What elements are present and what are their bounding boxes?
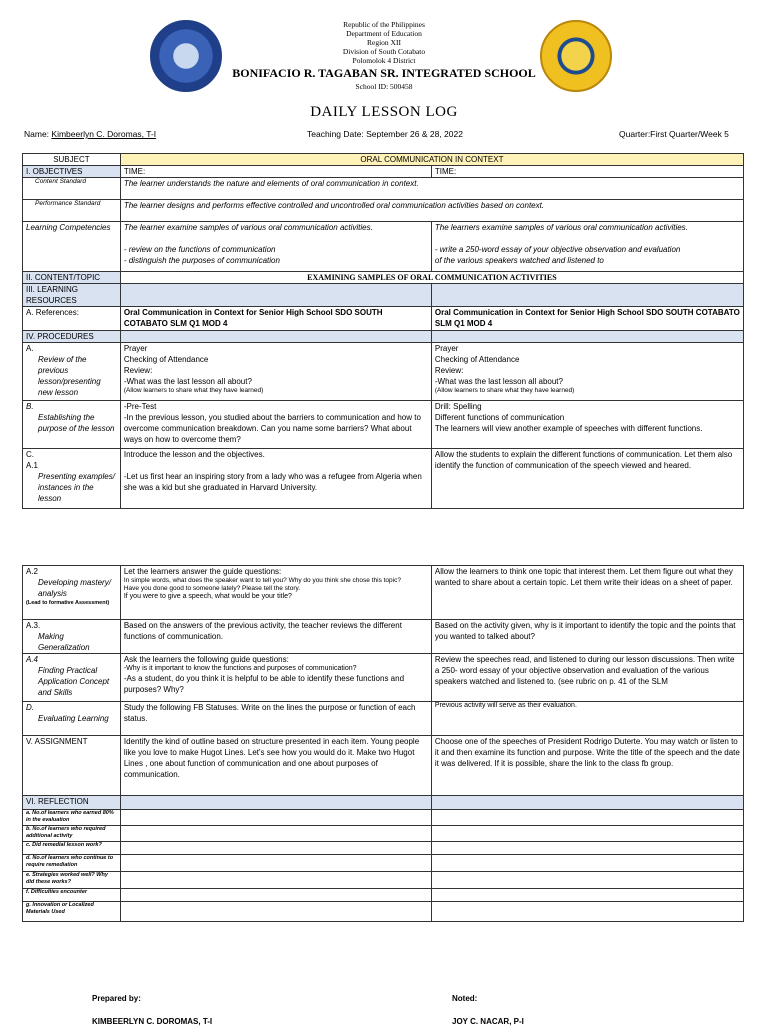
step-num: A.4 [26,655,39,664]
a2-day2: Allow the learners to think one topic that interest them. Let them figure out what they wanted to share about a certain topic. Let them write their ideas on a sheet of paper. [431,566,743,620]
lesson-table-1 [22,153,744,509]
assignment-day2: Choose one of the speeches of President Rodrigo Duterte. You may watch or listen to it and then examine its function and purpose. Write the title of the speech and the date it was delivered. If it is possible, share the link to the class fb group. [431,736,743,796]
content-standard: The learner understands the nature and elements of oral communication in context. [120,178,743,200]
procedure-a-text: Review of the previous lesson/presenting new lesson [38,355,101,397]
reflection-cell [120,889,431,902]
proc-line: Introduce the lesson and the objectives. [123,450,265,459]
reflection-cell [120,855,431,872]
empty-cell [431,796,743,810]
proc-line: Prayer [123,344,148,353]
a4-text: Finding Practical Application Concept and Skills [38,666,110,697]
date-label: Teaching Date: [307,129,364,139]
proc-line: -What was the last lesson all about? [123,377,252,386]
teacher-name [24,129,156,139]
proc-line: Different functions of communication [434,413,565,422]
reflection-item: e. Strategies worked well? Why did these works? [23,872,121,889]
references-day2: Oral Communication in Context for Senior High School SDO SOUTH COTABATO SLM Q1 MOD 4 [431,307,743,331]
reflection-cell [431,855,743,872]
header-line: Division of South Cotabato [342,47,426,56]
procedure-a-day1 [120,343,431,401]
page-title: DAILY LESSON LOG [310,104,458,120]
noted-label: Noted: [452,994,478,1003]
procedure-letter: C. [26,450,34,459]
d-text: Evaluating Learning [38,714,109,723]
content-topic: EXAMINING SAMPLES OF ORAL COMMUNICATION ACTIVITIES [120,272,743,284]
time-1: TIME: [120,166,431,178]
step-num: D. [26,703,34,712]
a2-note: (Lead to formative Assessment) [26,600,110,606]
procedure-c-day2: Allow the students to explain the different functions of communication. Let them also identify the function of communication of the speech viewed and heared. [431,449,743,509]
reflection-cell [431,842,743,855]
procedure-c-label [23,449,121,509]
spacer [435,233,740,244]
references-label: A. References: [23,307,121,331]
step-num: A.3. [26,621,41,630]
a3-label [23,620,121,654]
learning-resources-label: III. LEARNING RESOURCES [23,284,121,307]
proc-line: The learners will view another example of speeches with different functions. [434,424,703,433]
name-value: Kimbeerlyn C. Doromas, T-I [51,129,157,139]
header-line: Republic of the Philippines [343,20,425,29]
name-label: Name: [24,129,50,139]
learning-competencies-day1 [120,222,431,272]
reflection-item: g. Innovation or Localized Materials Used [23,902,121,922]
header-line: Region XII [367,38,401,47]
subject-value: ORAL COMMUNICATION IN CONTEXT [120,154,743,166]
lc-line: of the various speakers watched and listened to [434,256,604,265]
a4-line: -As a student, do you think it is helpful to be able to identify these functions and purposes? Why? [123,674,405,694]
d-day1: Study the following FB Statuses. Write on the lines the purpose or function of each status. [120,702,431,736]
procedure-letter: A. [26,344,34,353]
procedure-b-day2 [431,401,743,449]
proc-line: -Pre-Test [123,402,157,411]
prepared-label: Prepared by: [92,994,141,1003]
reflection-item: a. No.of learners who earned 80% in the evaluation [23,810,121,826]
noted-name: JOY C. NACAR, P-I [452,1017,524,1026]
reflection-cell [431,810,743,826]
references-day1: Oral Communication in Context for Senior High School SDO SOUTH COTABATO SLM Q1 MOD 4 [120,307,431,331]
procedures-label: IV. PROCEDURES [23,331,121,343]
content-topic-label: II. CONTENT/TOPIC [23,272,121,284]
a3-text: Making Generalization [38,632,90,652]
lc-line: - review on the functions of communication [123,245,276,254]
step-num: A.2 [26,567,39,576]
proc-line: -In the previous lesson, you studied about the barriers to communication and how to overcome communication breakdown. Can you name some barriers? What about ways on how to overcome them? [123,413,421,444]
lc-line: The learners examine samples of various oral communication activities. [434,223,688,232]
a2-question: In simple words, what does the speaker want to tell you? Why do you think she chose this topic? [123,577,401,584]
teaching-date [307,129,463,139]
time-2: TIME: [431,166,743,178]
reflection-label: VI. REFLECTION [23,796,121,810]
proc-line: Drill: Spelling [434,402,482,411]
a2-text: Developing mastery/ analysis [38,578,111,598]
reflection-cell [120,872,431,889]
learning-competencies-label: Learning Competencies [23,222,121,272]
assignment-day1: Identify the kind of outline based on structure presented in each item. Young people like you love to make Hugot Lines. Let's see how you would do it. Make two Hugot Lines , one about function of communication and one about purposes of communication. [120,736,431,796]
letterhead [0,20,768,91]
proc-note: (Allow learners to share what they have learned) [123,387,264,394]
a4-day2: Review the speeches read, and listened to during our lesson discussions. Then write a 250- word essay of your objective observation and evaluation of the various speakers watched and listened to. (see rubric on p. 41 of the SLM [431,654,743,702]
reflection-item: d. No.of learners who continue to require remediation [23,855,121,872]
empty-cell [120,284,431,307]
a4-label [23,654,121,702]
proc-line: Prayer [434,344,459,353]
proc-note: (Allow learners to share what they have learned) [434,387,575,394]
objectives-label: I. OBJECTIVES [23,166,121,178]
procedure-c-day1 [120,449,431,509]
a2-question: Have you done good to someone lately? Please tell the story. [123,585,301,592]
proc-line: Review: [123,366,153,375]
header-line: Department of Education [346,29,422,38]
proc-line: Review: [434,366,464,375]
a2-day1 [120,566,431,620]
procedure-sub: A.1 [26,461,39,470]
reflection-cell [120,842,431,855]
performance-standard: The learner designs and performs effective controlled and uncontrolled oral communication activities based on context. [120,200,743,222]
lesson-table-2 [22,565,744,922]
procedure-a-label [23,343,121,401]
lc-line: - distinguish the purposes of communication [123,256,280,265]
prepared-name: KIMBEERLYN C. DOROMAS, T-I [92,1017,213,1026]
proc-line: -What was the last lesson all about? [434,377,563,386]
reflection-cell [120,902,431,922]
a3-day2: Based on the activity given, why is it important to identify the topic and the points that you wanted to talked about? [431,620,743,654]
quarter: Quarter:First Quarter/Week 5 [619,129,729,139]
assignment-label: V. ASSIGNMENT [23,736,121,796]
spacer [124,460,428,471]
proc-line: Checking of Attendance [123,355,209,364]
header-line: Polomolok 4 District [352,56,416,65]
procedure-b-day1 [120,401,431,449]
procedure-b-label [23,401,121,449]
procedure-a-day2 [431,343,743,401]
procedure-b-text: Establishing the purpose of the lesson [38,413,115,433]
a3-day1: Based on the answers of the previous activity, the teacher reviews the different functions of communication. [120,620,431,654]
learning-competencies-day2 [431,222,743,272]
d-label [23,702,121,736]
procedure-c-text: Presenting examples/ instances in the lesson [38,472,115,503]
procedure-letter: B. [26,402,34,411]
d-day2: Previous activity will serve as their evaluation. [431,702,743,736]
proc-line: -Let us first hear an inspiring story from a lady who was a refugee from Algeria when she was a kid but she graduated in Harvard University. [123,472,422,492]
empty-cell [120,796,431,810]
reflection-item: f. Difficulties encounter [23,889,121,902]
empty-cell [431,284,743,307]
performance-standard-label: Performance Standard [23,200,121,222]
a4-line: Ask the learners the following guide questions: [123,655,289,664]
reflection-cell [431,872,743,889]
school-id: School ID: 500458 [355,82,413,91]
spacer [124,233,428,244]
a4-line: -Why is it important to know the functions and purposes of communication? [123,665,357,672]
reflection-cell [120,826,431,842]
content-standard-label: Content Standard [23,178,121,200]
proc-line: Checking of Attendance [434,355,520,364]
lc-line: The learner examine samples of various oral communication activities. [123,223,373,232]
empty-cell [431,331,743,343]
subject-label: SUBJECT [23,154,121,166]
reflection-item: b. No.of learners who required additional activity [23,826,121,842]
reflection-cell [431,889,743,902]
reflection-cell [120,810,431,826]
a2-head: Let the learners answer the guide questions: [123,567,282,576]
reflection-item: c. Did remedial lesson work? [23,842,121,855]
a2-question: If you were to give a speech, what would be your title? [123,593,292,600]
a2-label [23,566,121,620]
lc-line: - write a 250-word essay of your objective observation and evaluation [434,245,681,254]
reflection-cell [431,826,743,842]
empty-cell [120,331,431,343]
date-value: September 26 & 28, 2022 [366,129,463,139]
school-name: BONIFACIO R. TAGABAN SR. INTEGRATED SCHOOL [232,66,536,80]
a4-day1 [120,654,431,702]
reflection-cell [431,902,743,922]
